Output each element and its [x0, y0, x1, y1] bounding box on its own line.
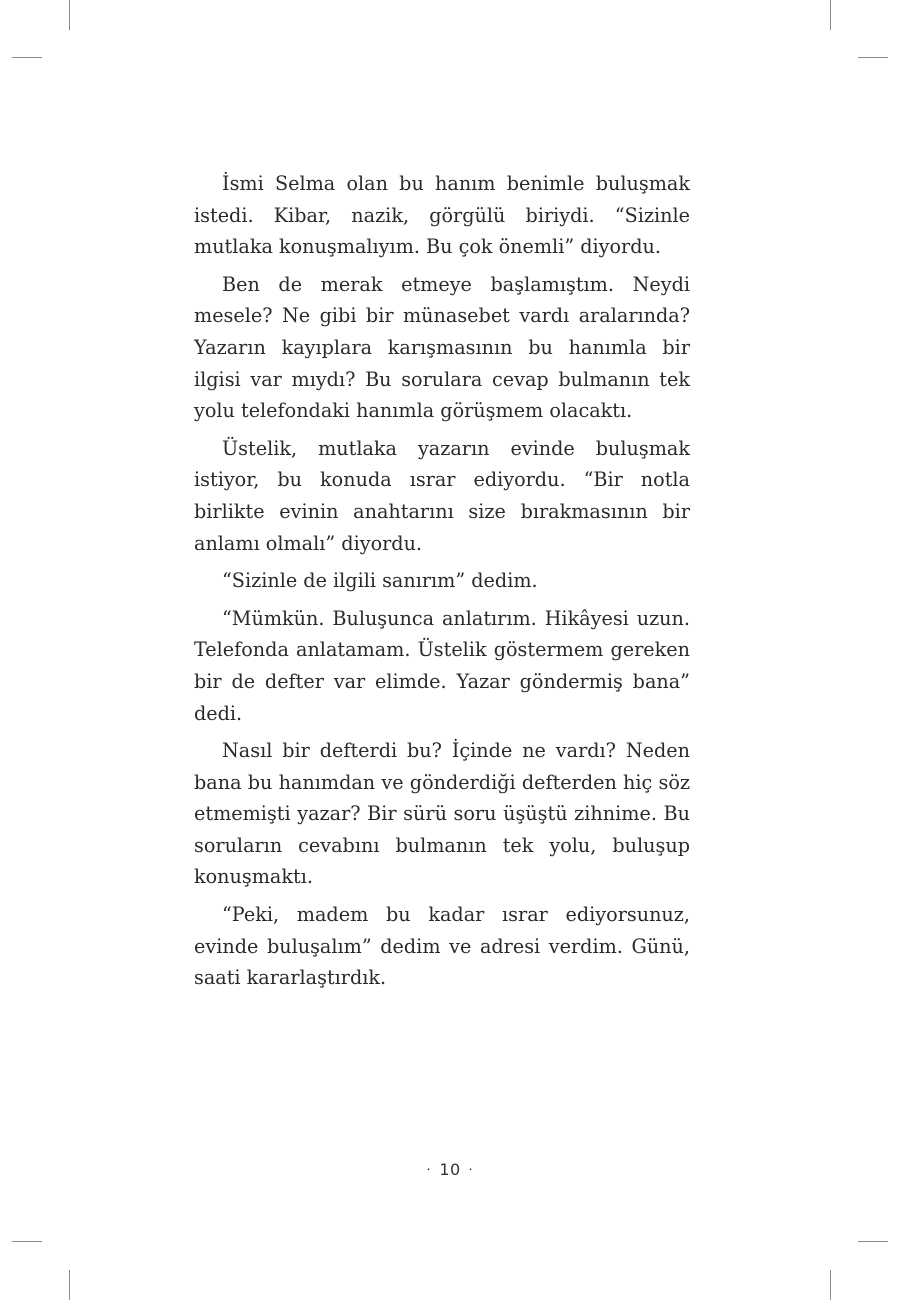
paragraph: Ben de merak etmeye başlamıştım. Neydi mesele? Ne gibi bir münasebet vardı aralarında? Yazarın kayıplara karışmasının bu hanımla bir ilgisi var mıydı? Bu sorulara cevap bulmanın tek yolu telefondaki hanımla görüşmem olacaktı.: [194, 272, 690, 423]
paragraph: “Peki, madem bu kadar ısrar ediyorsunuz, evinde buluşalım” dedim ve adresi verdim. Günü, saati kararlaştırdık.: [194, 903, 690, 990]
crop-mark-bottom-right-horizontal: [858, 1241, 888, 1242]
paragraph: “Mümkün. Buluşunca anlatırım. Hikâyesi uzun. Telefonda anlatamam. Üstelik göstermem gereken bir de defter var elimde. Yazar göndermiş bana” dedi.: [194, 606, 690, 725]
ornament-right-icon: ⸱: [465, 1162, 475, 1179]
crop-mark-top-right-horizontal: [858, 57, 888, 58]
page-number: 10: [439, 1160, 461, 1179]
paragraph: Üstelik, mutlaka yazarın evinde buluşmak istiyor, bu konuda ısrar ediyordu. “Bir notla birlikte evinin anahtarını size bırakmasının bir anlamı olmalı” diyordu.: [194, 436, 690, 555]
crop-mark-top-right-vertical: [830, 0, 831, 30]
body-text: [194, 168, 690, 994]
crop-mark-bottom-left-vertical: [69, 1270, 70, 1300]
paragraph: Nasıl bir defterdi bu? İçinde ne vardı? Neden bana bu hanımdan ve gönderdiği defterden hiç söz etmemişti yazar? Bir sürü soru üşüştü zihnime. Bu soruların cevabını bulmanın tek yolu, buluşup konuşmaktı.: [194, 739, 690, 889]
ornament-left-icon: ⸱: [424, 1162, 434, 1179]
crop-mark-bottom-left-horizontal: [12, 1241, 42, 1242]
crop-mark-top-left-horizontal: [12, 57, 42, 58]
paragraph: “Sizinle de ilgili sanırım” dedim.: [222, 569, 538, 593]
crop-mark-bottom-right-vertical: [830, 1270, 831, 1300]
paragraph: İsmi Selma olan bu hanım benimle buluşmak istedi. Kibar, nazik, görgülü biriydi. “Sizinle mutlaka konuşmalıyım. Bu çok önemli” diyordu.: [194, 172, 690, 259]
page-number-footer: [0, 1160, 900, 1179]
crop-mark-top-left-vertical: [69, 0, 70, 30]
